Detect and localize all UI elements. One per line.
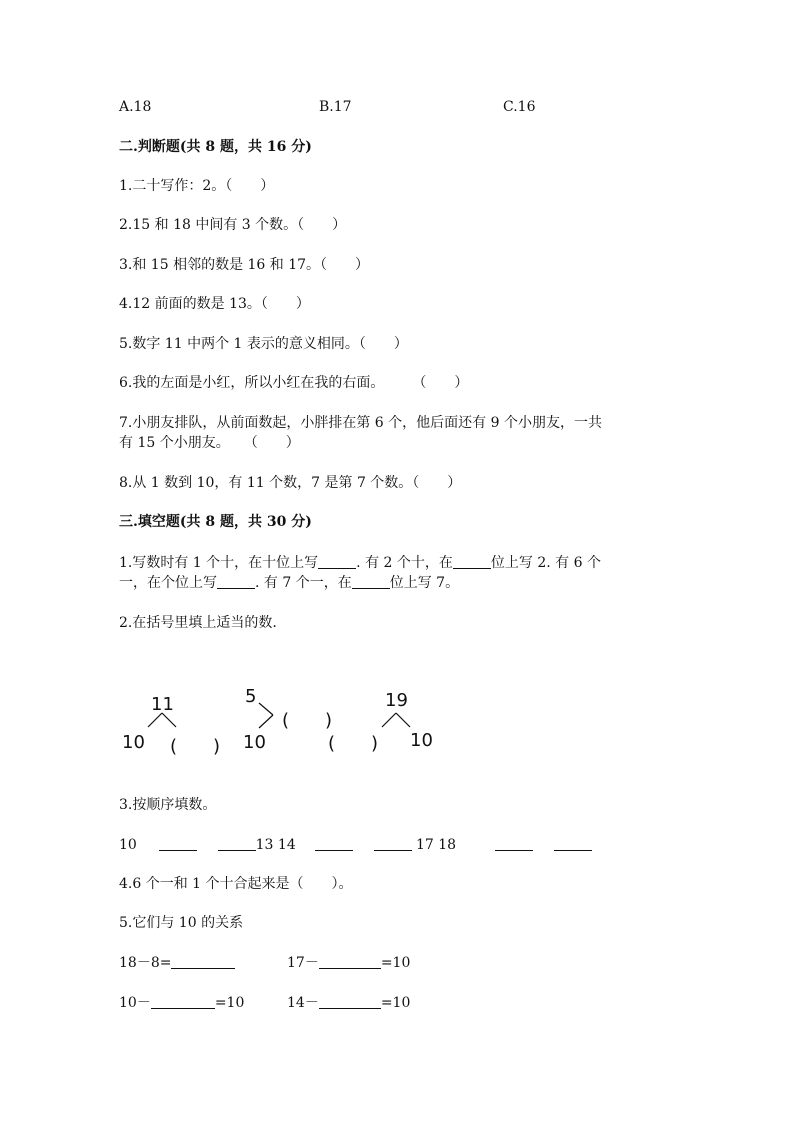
- q5-a-text: 18－8=: [119, 955, 172, 971]
- q5-eq-b: [287, 953, 410, 973]
- tree2-right-blank[interactable]: ( ): [282, 710, 333, 731]
- seq-blank-19[interactable]: [495, 836, 533, 851]
- seq-blank-12[interactable]: [218, 836, 256, 851]
- tree1-right-blank[interactable]: ( ): [170, 736, 221, 757]
- seq-blank-15[interactable]: [315, 836, 353, 851]
- judge-item-1: 1.二十写作：2。（ ）: [119, 178, 275, 194]
- q5-eq-d: [287, 993, 410, 1013]
- option-c: C.16: [503, 99, 536, 115]
- tree1-left: 10: [122, 732, 145, 753]
- fill-q5-text: 5.它们与 10 的关系: [119, 915, 244, 931]
- tree2-bottom: 10: [243, 732, 266, 753]
- q5-b-pre: 17－: [287, 955, 319, 971]
- judge-item-6: 6.我的左面是小红，所以小红在我的右面。 （ ）: [119, 375, 469, 391]
- section3-title: 三.填空题(共 8 题，共 30 分): [119, 514, 312, 530]
- q5-d-post: =10: [380, 995, 411, 1011]
- judge-item-8: 8.从 1 数到 10，有 11 个数，7 是第 7 个数。（ ）: [119, 475, 462, 491]
- fill-q4-text: 4.6 个一和 1 个十合起来是（ ）。: [119, 876, 353, 892]
- tree3-left-blank[interactable]: ( ): [328, 733, 379, 754]
- q1-text-c: 位上写 2. 有 6 个: [490, 555, 601, 571]
- judge-item-2: 2.15 和 18 中间有 3 个数。（ ）: [119, 217, 347, 233]
- tree2-top: 5: [245, 686, 257, 707]
- q5-b-post: =10: [380, 955, 411, 971]
- section2-title: 二.判断题(共 8 题，共 16 分): [119, 139, 312, 155]
- q1-text-b: . 有 2 个十，在: [356, 555, 453, 571]
- fill-q2-text: 2.在括号里填上适当的数.: [119, 615, 277, 631]
- seq-blank-16[interactable]: [374, 836, 412, 851]
- q5-d-blank[interactable]: [319, 994, 381, 1009]
- tree1-top: 11: [151, 694, 174, 715]
- judge-item-4: 4.12 前面的数是 13。（ ）: [119, 296, 310, 312]
- tree3-top: 19: [385, 690, 408, 711]
- fill-q3-text: 3.按顺序填数。: [119, 797, 217, 813]
- q1-text-e: . 有 7 个一，在: [255, 575, 352, 591]
- seq-13-14: 13 14: [255, 837, 296, 853]
- q5-eq-a: [119, 953, 235, 973]
- q5-a-blank[interactable]: [171, 954, 235, 969]
- judge-item-7-line2: 有 15 个小朋友。 （ ）: [119, 435, 300, 451]
- seq-10: 10: [119, 837, 137, 853]
- judge-item-7-line1: 7.小朋友排队，从前面数起，小胖排在第 6 个，他后面还有 9 个小朋友，一共: [119, 415, 602, 431]
- seq-17-18: 17 18: [416, 837, 457, 853]
- q5-c-blank[interactable]: [151, 994, 215, 1009]
- q1-text-f: 位上写 7。: [389, 575, 460, 591]
- judge-item-3: 3.和 15 相邻的数是 16 和 17。（ ）: [119, 257, 370, 273]
- q5-c-pre: 10－: [119, 995, 151, 1011]
- q1-text-d: 一，在个位上写: [119, 575, 217, 591]
- option-b: B.17: [319, 99, 352, 115]
- option-a: A.18: [119, 99, 152, 115]
- q5-b-blank[interactable]: [319, 954, 381, 969]
- seq-blank-20[interactable]: [554, 836, 592, 851]
- seq-blank-11[interactable]: [159, 836, 197, 851]
- q5-d-pre: 14－: [287, 995, 319, 1011]
- q5-eq-c: [119, 993, 244, 1013]
- q1-text-a: 1.写数时有 1 个十，在十位上写: [119, 555, 319, 571]
- tree3-right: 10: [410, 730, 433, 751]
- fill-q3-sequence: [119, 835, 592, 855]
- q5-c-post: =10: [214, 995, 245, 1011]
- judge-item-5: 5.数字 11 中两个 1 表示的意义相同。（ ）: [119, 336, 408, 352]
